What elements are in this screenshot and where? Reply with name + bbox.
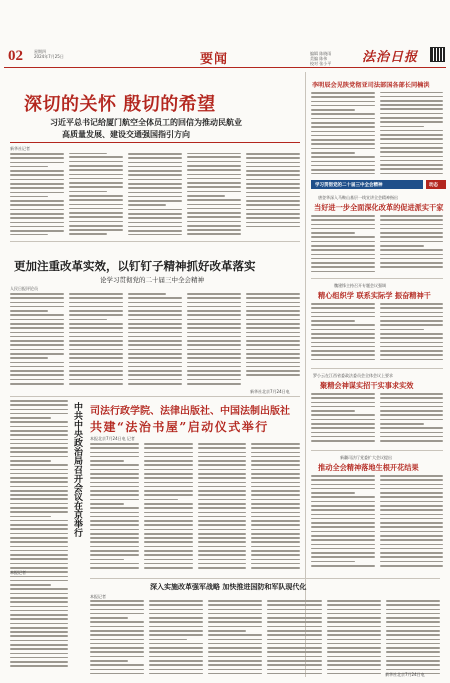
issue-date: 2024年7月25日: [34, 54, 64, 59]
bottom-story-rule: [90, 578, 440, 579]
right-item3-headline: 聚精会神谋实招干实事求实效: [320, 381, 414, 390]
date-block: [34, 49, 64, 59]
launch-headline-1: 司法行政学院、法律出版社、中国法制出版社: [90, 406, 290, 417]
study-column-banner-label: 学习贯彻党的二十届三中全会精神: [315, 182, 383, 188]
left-column-body: [10, 400, 68, 670]
study-column-badge-label: 动态: [429, 182, 438, 188]
right-item4-headline: 推动全会精神落地生根开花结果: [318, 463, 419, 472]
left-column-rule: [10, 396, 300, 397]
right-item2-kicker: 魏建锋主持召开专题会议强调: [334, 283, 386, 288]
launch-byline: 本报北京7月24日电 记者: [90, 436, 135, 441]
right-item4-body: [311, 475, 443, 573]
right-item3-kicker: 罗小云在江西省委政法委员会全体会议上要求: [313, 373, 393, 378]
left-column-byline: 本报记者: [10, 570, 26, 575]
bottom-headline: 深入实施改革强军战略 加快推进国防和军队现代化: [150, 582, 307, 591]
right-source: 新华社北京7月24日电: [385, 672, 425, 677]
editor-credit: 校对 张小平: [310, 61, 332, 66]
launch-article-body: [90, 443, 300, 573]
lead-subhead-1: 习近平总书记给厦门航空全体员工的回信为推动民航业: [50, 117, 242, 127]
editor-credit: 编辑 陈晓雨: [310, 51, 332, 56]
lead-rule: [10, 142, 300, 143]
lead-article-body: [10, 153, 300, 238]
study-column-badge: [426, 180, 446, 189]
weekday: 星期四: [34, 49, 46, 54]
right-rule: [311, 450, 443, 451]
commentary-rule: [10, 241, 300, 242]
qr-code-icon: [430, 47, 445, 62]
commentary-headline: 更加注重改革实效，以钉钉子精神抓好改革落实: [14, 259, 256, 273]
right-item3-body: [311, 393, 443, 447]
commentary-source: 新华社北京7月24日电: [250, 389, 290, 394]
study-column-banner: [311, 180, 423, 189]
right-item4-kicker: 新疆司法厅党委扩大会议提出: [340, 455, 392, 460]
commentary-subhead: 论学习贯彻党的二十届三中全会精神: [100, 276, 204, 284]
bottom-byline: 本报记者: [90, 594, 106, 599]
launch-headline-2: 共建“法治书屋”启动仪式举行: [90, 420, 269, 434]
lead-byline: 新华社记者: [10, 146, 30, 151]
lead-headline: 深切的关怀 殷切的希望: [24, 94, 216, 115]
editor-credit: 美编 陈伟: [310, 56, 328, 61]
section-title: 要闻: [200, 52, 229, 67]
right-top-article-body: [311, 92, 443, 174]
right-item1-headline: 当好进一步全面深化改革的促进派实干家: [314, 203, 444, 212]
commentary-byline: 人民日报评论员: [10, 286, 38, 291]
right-item2-body: [311, 303, 443, 365]
right-item1-kicker: 唐登华深入马鞍山基层一线宣讲全会精神指出: [318, 195, 398, 200]
right-item1-body: [311, 215, 443, 275]
page-number: 02: [8, 48, 23, 64]
lead-subhead-2: 高质量发展、建设交通强国指引方向: [62, 129, 190, 139]
masthead: [4, 48, 446, 68]
bottom-article-body: [90, 600, 440, 676]
right-rule: [311, 278, 443, 279]
right-item2-headline: 精心组织学 联系实际学 振奋精神干: [318, 291, 431, 300]
right-rule: [311, 368, 443, 369]
commentary-article-body: [10, 293, 300, 388]
right-top-headline: 李明辰会见陕党彻亚司法部国各部长同楠洪: [312, 82, 430, 89]
newspaper-logo: 法治日报: [362, 50, 419, 65]
editor-credits: [310, 51, 331, 66]
left-column-headline: 中共中央政治局召开会议在京举行: [72, 402, 82, 537]
